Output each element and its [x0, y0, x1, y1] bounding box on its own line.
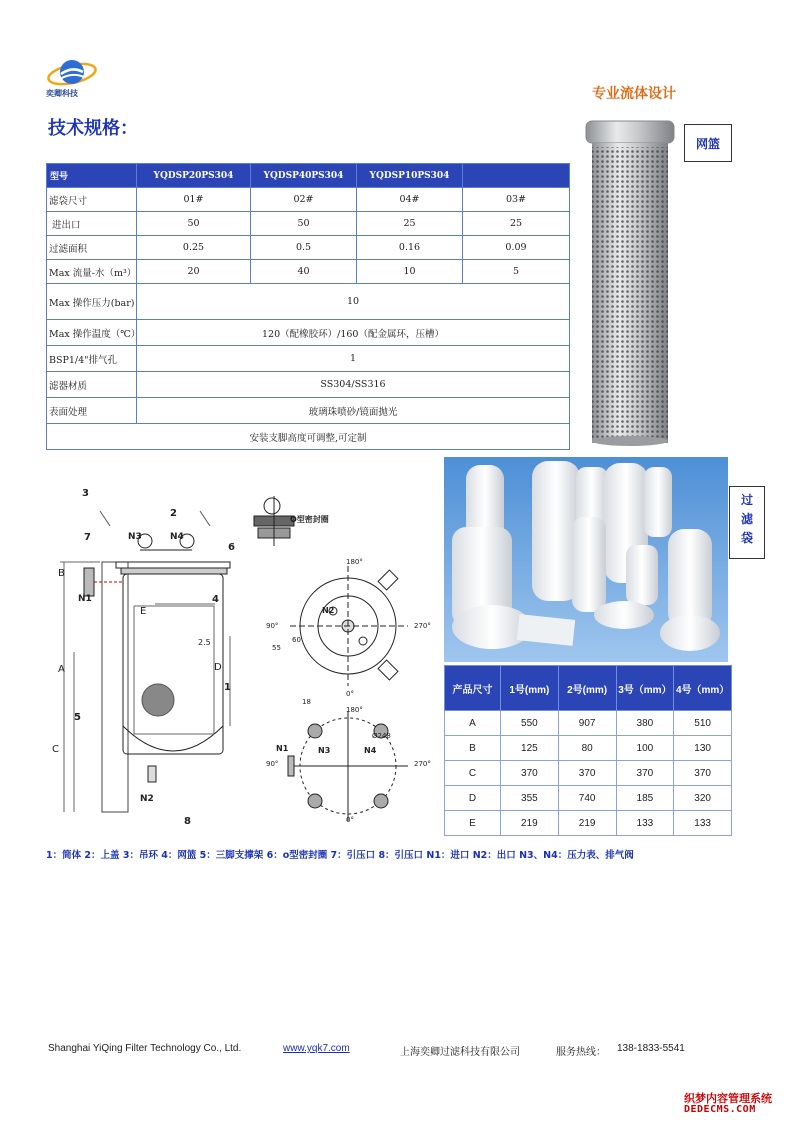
spec-merged-row [47, 398, 570, 424]
size-cell: 370 [616, 761, 674, 786]
bottom-deg-180-label: 180° [346, 706, 363, 714]
spec-cell: 40 [251, 260, 357, 284]
spec-cell: 0.16 [357, 236, 463, 260]
spec-merged-cell: 1 [137, 346, 570, 372]
n3-label: N3 [128, 532, 142, 542]
tagline: 专业流体设计 [592, 86, 676, 102]
part-label-1: 1 [224, 682, 231, 693]
footer-hotline: 138-1833-5541 [617, 1043, 685, 1054]
spec-cell: 0.25 [137, 236, 251, 260]
size-row [445, 711, 732, 736]
spec-cell: 03# [463, 188, 570, 212]
top-n2-label: N2 [322, 606, 335, 615]
part-label-6: 6 [228, 542, 235, 553]
deg-180-label: 180° [346, 558, 363, 566]
spec-merged-row [47, 372, 570, 398]
spec-merged-row [47, 320, 570, 346]
size-cell: 370 [674, 761, 732, 786]
dim-25-label: 2.5 [198, 638, 211, 647]
spec-merged-cell: 玻璃珠喷砂/镜面抛光 [137, 398, 570, 424]
dim-18-label: 18 [302, 698, 311, 706]
size-cell: 219 [501, 811, 559, 836]
spec-row-label: 滤袋尺寸 [47, 188, 137, 212]
size-cell: 130 [674, 736, 732, 761]
spec-cell: 20 [137, 260, 251, 284]
dim-d-label: D [214, 662, 222, 673]
spec-note-row [47, 424, 570, 450]
spec-cell: 04# [357, 188, 463, 212]
spec-row-label: 过滤面积 [47, 236, 137, 260]
spec-row-label: 滤器材质 [47, 372, 137, 398]
dia-248-label: Ø248 [372, 732, 391, 740]
bottom-deg-270-label: 270° [414, 760, 431, 768]
size-row-label: C [445, 761, 501, 786]
spec-header-cell: YQDSP20PS304 [137, 164, 251, 188]
size-cell: 510 [674, 711, 732, 736]
basket-photo [580, 119, 680, 449]
section-title: 技术规格： [48, 118, 138, 139]
deg-270-label: 270° [414, 622, 431, 630]
size-cell: 219 [558, 811, 616, 836]
size-cell: 125 [501, 736, 559, 761]
spec-merged-cell: 120（配橡胶环）/160（配金属环，压槽） [137, 320, 570, 346]
size-cell: 740 [558, 786, 616, 811]
footer-hotline-label: 服务热线： [556, 1047, 606, 1058]
n4-label: N4 [170, 532, 184, 542]
size-table [444, 665, 732, 836]
top-view [290, 566, 408, 686]
bottom-view [288, 711, 408, 821]
spec-header-cell: 型号 [47, 164, 137, 188]
size-cell: 80 [558, 736, 616, 761]
bottom-n1-label: N1 [276, 744, 289, 753]
spec-note: 安装支脚高度可调整,可定制 [47, 424, 570, 450]
n1-label: N1 [78, 594, 92, 604]
spec-cell: 5 [463, 260, 570, 284]
footer-url-link[interactable]: www.yqk7.com [283, 1043, 350, 1054]
spec-row-label: BSP1/4"排气孔 [47, 346, 137, 372]
size-row-label: B [445, 736, 501, 761]
dim-a-label: A [58, 664, 65, 675]
size-cell: 100 [616, 736, 674, 761]
bags-label [729, 486, 765, 559]
size-cell: 380 [616, 711, 674, 736]
size-cell: 550 [501, 711, 559, 736]
filter-bags-photo [444, 457, 728, 662]
spec-row [47, 260, 570, 284]
dim-55-label: 55 [272, 644, 281, 652]
spec-row [47, 236, 570, 260]
spec-cell: 50 [137, 212, 251, 236]
size-row [445, 786, 732, 811]
size-cell: 907 [558, 711, 616, 736]
spec-cell: 25 [357, 212, 463, 236]
logo-text: 奕卿科技 [46, 89, 78, 98]
size-row-label: A [445, 711, 501, 736]
size-row [445, 811, 732, 836]
size-cell: 185 [616, 786, 674, 811]
watermark-line1: 织梦内容管理系统 [684, 1092, 772, 1105]
watermark-line2: DEDECMS.COM [684, 1104, 756, 1115]
spec-cell: 0.09 [463, 236, 570, 260]
bottom-deg-90-label: 90° [266, 760, 279, 768]
oring-label: O型密封圈 [290, 515, 329, 524]
size-header-cell: 3号（mm） [616, 666, 674, 711]
footer-company-en: Shanghai YiQing Filter Technology Co., Ltd. [48, 1043, 242, 1054]
bags-label-text: 过滤袋 [740, 493, 753, 545]
filter-housing-drawing [40, 476, 440, 834]
size-header-cell: 4号（mm） [674, 666, 732, 711]
spec-cell: 01# [137, 188, 251, 212]
size-row-label: D [445, 786, 501, 811]
size-cell: 320 [674, 786, 732, 811]
spec-merged-row [47, 346, 570, 372]
size-header-cell: 1号(mm) [501, 666, 559, 711]
spec-row-label: 进出口 [47, 212, 137, 236]
spec-table [46, 163, 570, 450]
spec-cell: 10 [357, 260, 463, 284]
spec-row-label: Max 操作温度（℃） [47, 320, 137, 346]
bottom-n4-label: N4 [364, 746, 377, 755]
dim-b-label: B [58, 568, 65, 579]
parts-legend: 1：筒体 2：上盖 3：吊环 4：网篮 5：三脚支撑架 6：o型密封圈 7：引压口 8：引压口 N1：进口 N2：出口 N3、N4：压力表、排气阀 [46, 850, 634, 861]
part-label-7: 7 [84, 532, 91, 543]
spec-cell: 50 [251, 212, 357, 236]
spec-row-label: Max 流量-水（m³） [47, 260, 137, 284]
size-cell: 133 [616, 811, 674, 836]
size-cell: 355 [501, 786, 559, 811]
spec-merged-cell: SS304/SS316 [137, 372, 570, 398]
dim-60-label: 60 [292, 636, 301, 644]
spec-merged-cell: 10 [137, 284, 570, 320]
deg-90-label: 90° [266, 622, 279, 630]
basket-label: 网篮 [684, 124, 732, 162]
size-cell: 370 [501, 761, 559, 786]
size-row-label: E [445, 811, 501, 836]
spec-row [47, 188, 570, 212]
bottom-n3-label: N3 [318, 746, 331, 755]
spec-cell: 25 [463, 212, 570, 236]
size-header-row [445, 666, 732, 711]
part-label-3: 3 [82, 488, 89, 499]
size-cell: 370 [558, 761, 616, 786]
spec-header-cell: YQDSP10PS304 [357, 164, 463, 188]
part-label-8: 8 [184, 816, 191, 827]
spec-row-label: 表面处理 [47, 398, 137, 424]
deg-0-label: 0° [346, 690, 354, 698]
dim-c-label: C [52, 744, 59, 755]
size-row [445, 736, 732, 761]
spec-header-cell: YQDSP40PS304 [251, 164, 357, 188]
n2-label: N2 [140, 794, 154, 804]
size-row [445, 761, 732, 786]
part-label-2: 2 [170, 508, 177, 519]
part-label-4: 4 [212, 594, 219, 605]
spec-row-label: Max 操作压力(bar) [47, 284, 137, 320]
side-view [60, 511, 230, 812]
oring-detail [254, 496, 294, 546]
part-label-5: 5 [74, 712, 81, 723]
spec-header-row [47, 164, 570, 188]
dim-e-label: E [140, 606, 147, 617]
spec-row [47, 212, 570, 236]
spec-header-cell [463, 164, 570, 188]
size-header-cell: 产品尺寸 [445, 666, 501, 711]
spec-merged-row [47, 284, 570, 320]
bottom-deg-0-label: 0° [346, 816, 354, 824]
spec-cell: 0.5 [251, 236, 357, 260]
spec-cell: 02# [251, 188, 357, 212]
footer-company-cn: 上海奕卿过滤科技有限公司 [400, 1047, 520, 1058]
size-header-cell: 2号(mm) [558, 666, 616, 711]
size-cell: 133 [674, 811, 732, 836]
